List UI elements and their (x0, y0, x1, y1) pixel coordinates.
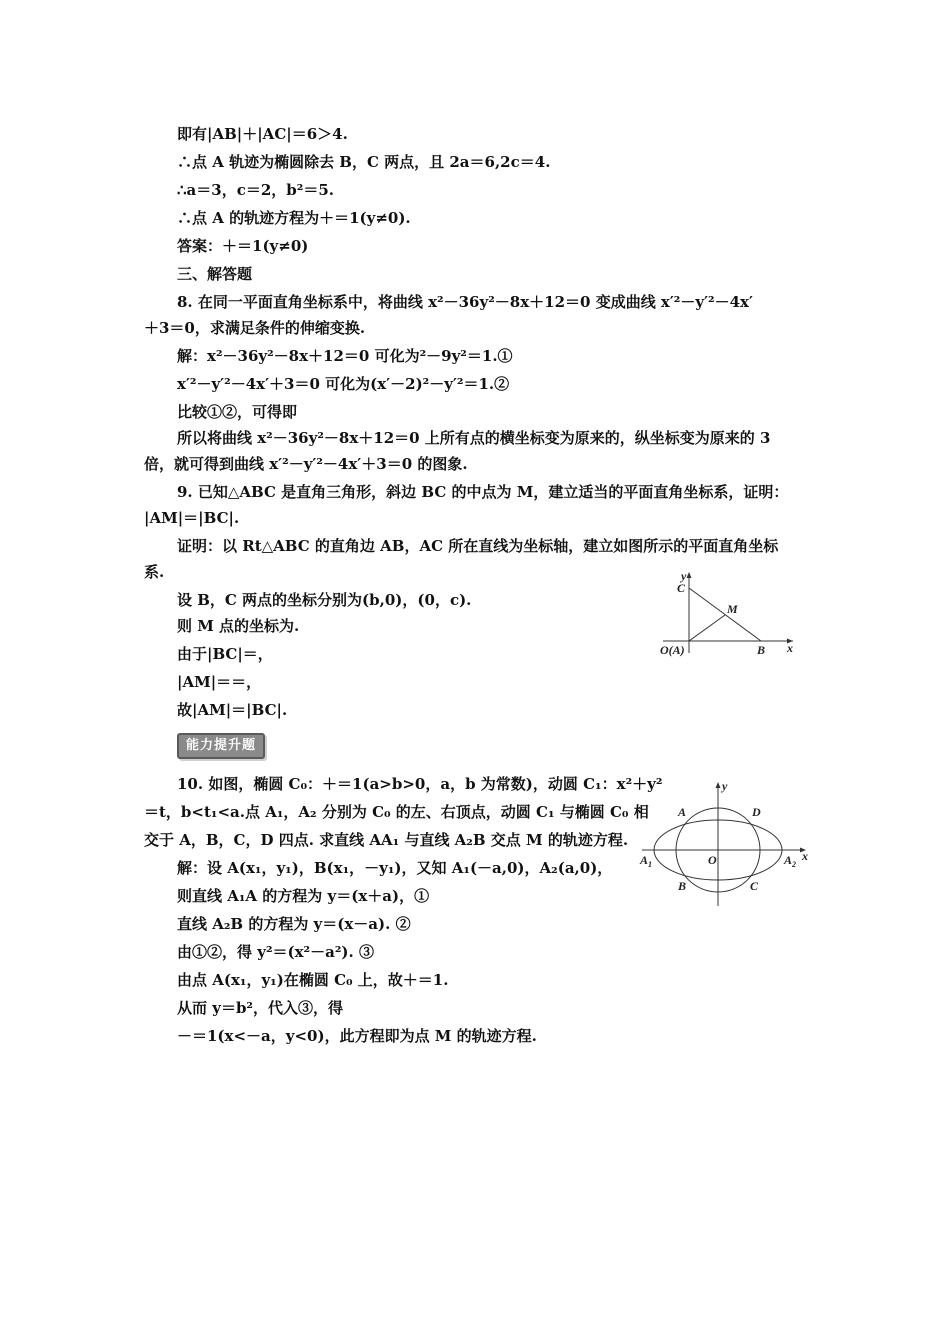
text-line: ∴点 A 的轨迹方程为＋＝1(y≠0). (177, 209, 411, 227)
text-line: 系. (144, 563, 165, 581)
text-line: 从而 y＝b²，代入③，得 (177, 999, 343, 1017)
text-line: 解：x²－36y²－8x＋12＝0 可化为²－9y²＝1.① (177, 347, 513, 365)
text-line: 设 B，C 两点的坐标分别为(b,0)，(0，c). (177, 591, 472, 609)
text-line: 证明：以 Rt△ABC 的直角边 AB，AC 所在直线为坐标轴，建立如图所示的平面直角坐标 (177, 537, 779, 555)
text-line: 由点 A(x₁，y₁)在椭圆 C₀ 上，故＋＝1. (177, 971, 449, 989)
section-heading: 三、解答题 (177, 265, 253, 283)
text-line: －＝1(x<－a，y<0)，此方程即为点 M 的轨迹方程. (177, 1027, 537, 1045)
label-a1: $A_1$ (640, 853, 653, 869)
text-line: 则直线 A₁A 的方程为 y＝(x＋a)，① (177, 887, 430, 905)
label-y: y (722, 779, 728, 793)
text-line: 由①②，得 y²＝(x²－a²). ③ (177, 943, 374, 961)
text-line: 8. 在同一平面直角坐标系中，将曲线 x²－36y²－8x＋12＝0 变成曲线 x′²－y′²－4x′ (177, 293, 753, 311)
text-line: 解：设 A(x₁，y₁)，B(x₁，－y₁)，又知 A₁(－a,0)，A₂(a,0)， (177, 859, 613, 877)
text-line: ∴a＝3，c＝2，b²＝5. (177, 181, 334, 199)
median-am (689, 615, 725, 641)
label-b: B (678, 879, 687, 893)
triangle-figure (655, 568, 805, 660)
label-o: O (708, 853, 717, 867)
text-line: |AM|＝＝， (177, 673, 262, 691)
text-line: ＋3＝0，求满足条件的伸缩变换. (144, 319, 366, 337)
label-d: D (752, 805, 761, 819)
text-line: 则 M 点的坐标为. (177, 617, 300, 635)
label-y: y (681, 569, 687, 583)
text-line: 倍，就可得到曲线 x′²－y′²－4x′＋3＝0 的图象. (144, 455, 468, 473)
label-c: C (750, 879, 759, 893)
text-line: ∴点 A 轨迹为椭圆除去 B，C 两点，且 2a＝6,2c＝4. (177, 153, 551, 171)
label-x: x (787, 641, 793, 655)
label-m: M (727, 602, 738, 616)
text-line: 由于|BC|＝， (177, 645, 273, 663)
text-line: 比较①②，可得即 (177, 403, 298, 421)
text-line: 10. 如图，椭圆 C₀：＋＝1(a>b>0，a，b 为常数)，动圆 C₁：x²＋y² (177, 775, 663, 793)
label-a2: $A_2$ (784, 853, 797, 869)
label-origin: O(A) (660, 643, 685, 657)
text-line: |AM|＝|BC|. (144, 509, 240, 527)
ability-badge: 能力提升题 (177, 733, 265, 759)
text-line: 交于 A，B，C，D 四点. 求直线 AA₁ 与直线 A₂B 交点 M 的轨迹方程. (144, 831, 629, 849)
ellipse-figure (638, 778, 814, 908)
label-c: C (677, 581, 686, 595)
text-line: ＝t，b<t₁<a.点 A₁，A₂ 分别为 C₀ 的左、右顶点，动圆 C₁ 与椭圆 C₀ 相 (144, 803, 649, 821)
y-axis-arrow (687, 572, 692, 578)
text-line: 直线 A₂B 的方程为 y＝(x－a). ② (177, 915, 411, 933)
answer-line: 答案：＋＝1(y≠0) (177, 237, 309, 255)
label-a: A (678, 805, 687, 819)
label-b: B (757, 643, 766, 657)
text-line: 所以将曲线 x²－36y²－8x＋12＝0 上所有点的横坐标变为原来的，纵坐标变为原来的 3 (177, 429, 771, 447)
label-x: x (802, 849, 808, 863)
text-line: 即有|AB|＋|AC|＝6＞4. (177, 125, 348, 143)
text-line: x′²－y′²－4x′＋3＝0 可化为(x′－2)²－y′²＝1.② (177, 375, 510, 393)
y-axis-arrow (716, 782, 721, 788)
text-line: 9. 已知△ABC 是直角三角形，斜边 BC 的中点为 M，建立适当的平面直角坐标系，证明： (177, 483, 789, 501)
text-line: 故|AM|＝|BC|. (177, 701, 288, 719)
